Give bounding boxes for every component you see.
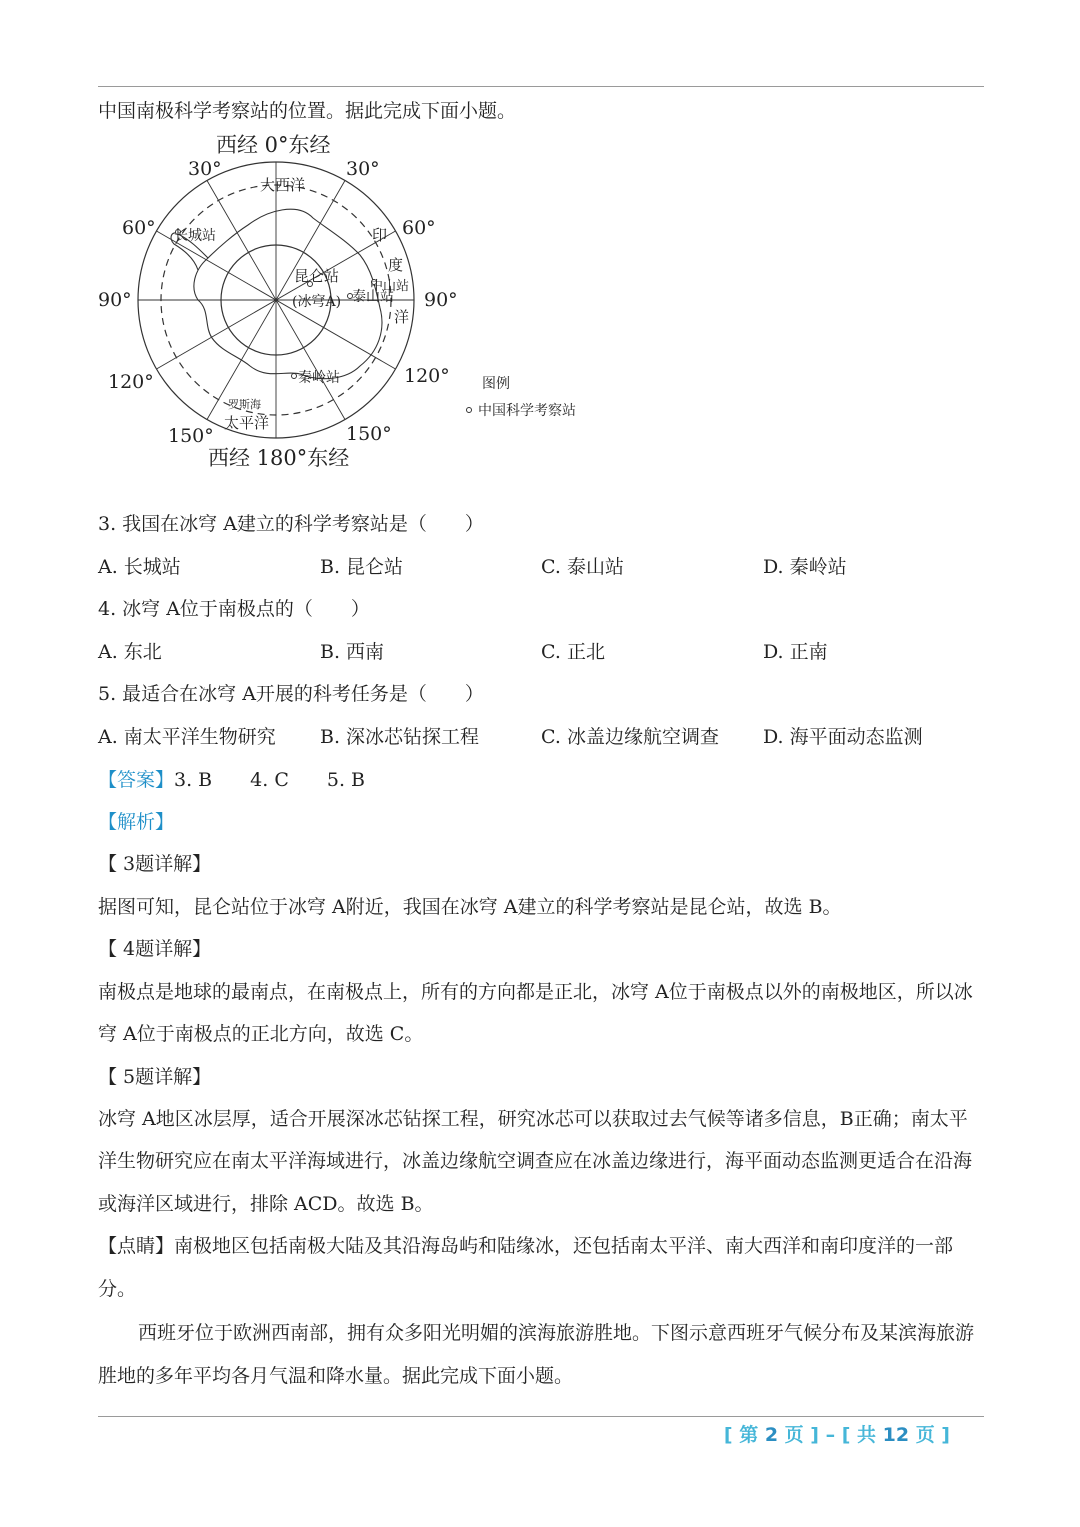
deg-90-east: 90° (424, 289, 458, 311)
bottom-rule (98, 1416, 984, 1417)
footer-suffix: 页 ] (909, 1424, 950, 1446)
total-pages: 12 (882, 1424, 910, 1446)
q4-option-d: D. 正南 (763, 641, 828, 663)
dome-a-label: (冰穹A) (292, 294, 342, 310)
qinling-station-label: 秦岭站 (298, 370, 340, 386)
legend-title: 图例 (482, 376, 510, 392)
q5-option-b: B. 深冰芯钻探工程 (320, 726, 480, 748)
tip-tag: 【点睛】 (98, 1235, 175, 1257)
q3-stem: 3. 我国在冰穹 A建立的科学考察站是（ ） (98, 513, 484, 535)
changcheng-station-label: 长城站 (174, 228, 216, 244)
zhongshan-station-label: 中山站 (370, 279, 410, 294)
answer-line (98, 765, 365, 792)
q4-option-c: C. 正北 (541, 641, 605, 663)
detail-5-text-2: 洋生物研究应在南太平洋海域进行，冰盖边缘航空调查应在冰盖边缘进行，海平面动态监测更适合在沿海 (98, 1150, 973, 1172)
deg-60-west: 60° (122, 217, 156, 239)
detail-3-text: 据图可知，昆仑站位于冰穹 A附近，我国在冰穹 A建立的科学考察站是昆仑站，故选 B。 (98, 896, 842, 918)
ross-sea-label: 罗斯海 (228, 398, 261, 411)
qinling-station-marker (292, 374, 297, 379)
deg-90-west: 90° (98, 289, 132, 311)
tip-text-2: 分。 (98, 1278, 137, 1300)
spain-intro-2: 胜地的多年平均各月气温和降水量。据此完成下面小题。 (98, 1365, 574, 1387)
deg-120-west: 120° (108, 371, 154, 393)
page-number: 2 (764, 1424, 779, 1446)
footer-prefix: [ 第 (723, 1424, 765, 1446)
indian-ocean-label-3: 洋 (394, 308, 410, 326)
kunlun-station-label: 昆仑站 (294, 267, 340, 285)
deg-150-east: 150° (346, 423, 392, 445)
tip-text-1: 南极地区包括南极大陆及其沿海岛屿和陆缘冰，还包括南太平洋、南大西洋和南印度洋的一部 (174, 1235, 954, 1257)
deg-30-east: 30° (346, 158, 380, 180)
top-meridian-label: 西经 0°东经 (216, 133, 331, 157)
deg-150-west: 150° (168, 425, 214, 447)
page-footer (724, 1420, 950, 1447)
q3-option-c: C. 泰山站 (541, 556, 624, 578)
detail-4-text-1: 南极点是地球的最南点，在南极点上，所有的方向都是正北，冰穹 A位于南极点以外的南极地区，所以冰 (98, 981, 973, 1003)
q5-option-c: C. 冰盖边缘航空调查 (541, 726, 719, 748)
detail-4-text-2: 穹 A位于南极点的正北方向，故选 C。 (98, 1023, 424, 1045)
q3-option-d: D. 秦岭站 (763, 556, 847, 578)
footer-mid: 页 ] – [ 共 (778, 1424, 883, 1446)
taishan-station-label: 泰山站 (352, 289, 394, 305)
bottom-meridian-label: 西经 180°东经 (208, 446, 350, 470)
detail-5-title: 【 5题详解】 (98, 1066, 212, 1088)
q5-option-a: A. 南太平洋生物研究 (98, 726, 276, 748)
detail-5-text-1: 冰穹 A地区冰层厚，适合开展深冰芯钻探工程，研究冰芯可以获取过去气候等诸多信息，B正确；南太平 (98, 1108, 968, 1130)
indian-ocean-label-1: 印 (372, 226, 388, 244)
q5-stem: 5. 最适合在冰穹 A开展的科考任务是（ ） (98, 683, 484, 705)
atlantic-ocean-label: 大西洋 (260, 176, 306, 194)
q3-option-a: A. 长城站 (98, 556, 181, 578)
deg-120-east: 120° (404, 365, 450, 387)
top-rule (98, 86, 984, 87)
deg-30-west: 30° (188, 158, 222, 180)
intro-text: 中国南极科学考察站的位置。据此完成下面小题。 (98, 100, 517, 122)
legend-marker (467, 408, 472, 413)
spain-intro-1: 西班牙位于欧洲西南部，拥有众多阳光明媚的滨海旅游胜地。下图示意西班牙气候分布及某滨海旅游 (138, 1322, 975, 1344)
q4-stem: 4. 冰穹 A位于南极点的（ ） (98, 598, 370, 620)
q4-option-a: A. 东北 (98, 641, 162, 663)
tip-line-1 (98, 1231, 953, 1258)
analysis-tag: 【解析】 (98, 811, 175, 833)
q4-option-b: B. 西南 (320, 641, 385, 663)
legend-item-label: 中国科学考察站 (478, 403, 576, 419)
deg-60-east: 60° (402, 217, 436, 239)
pacific-ocean-label: 太平洋 (224, 414, 270, 432)
detail-4-title: 【 4题详解】 (98, 938, 212, 960)
detail-3-title: 【 3题详解】 (98, 853, 212, 875)
q5-option-d: D. 海平面动态监测 (763, 726, 923, 748)
indian-ocean-label-2: 度 (388, 256, 404, 274)
antarctica-map (98, 130, 598, 475)
answer-text: 3. B 4. C 5. B (174, 769, 365, 791)
q3-option-b: B. 昆仑站 (320, 556, 404, 578)
detail-5-text-3: 或海洋区域进行，排除 ACD。故选 B。 (98, 1193, 434, 1215)
answer-tag: 【答案】 (98, 769, 175, 791)
